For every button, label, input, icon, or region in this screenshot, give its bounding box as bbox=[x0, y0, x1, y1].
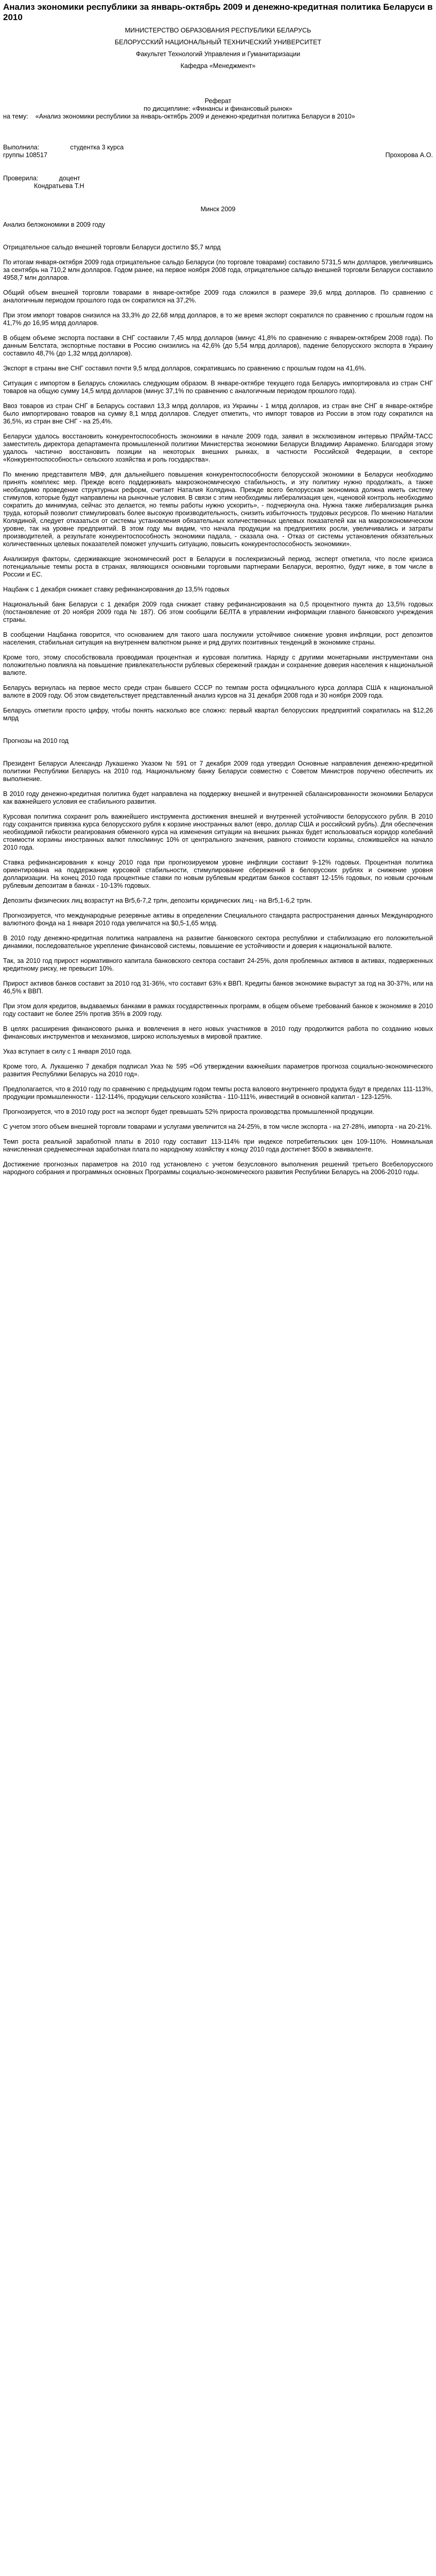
report-topic bbox=[3, 113, 433, 121]
checker-line bbox=[3, 175, 433, 182]
paragraph: Беларуси удалось восстановить конкурентоспособность экономики в начале 2009 года, заявил в эксклюзивном интервью ПРАЙМ-ТАСС заместитель директора департамента промышленной политики Министерства экономики Беларуси Владимир Авраменко. Благодаря этому удалось частично восстановить позиции на некоторых внешних рынках, в частности Российской Федерации, в секторе «Конкурентоспособность» сельского хозяйства и роль государства». bbox=[3, 433, 433, 463]
paragraph: Ситуация с импортом в Беларусь сложилась следующим образом. В январе-октябре текущего года Беларусь импортировала из стран СНГ товаров на общую сумму 14,5 млрд долларов (минус 37,1% по сравнению с аналогичным периодом прошлого года). bbox=[3, 380, 433, 395]
paragraph: По мнению представителя МВФ, для дальнейшего повышения конкурентоспособности белорусской экономики в Беларуси необходимо принять комплекс мер. Прежде всего поддерживать макроэкономическую стабильность, и эту политику нужно продолжать, а также необходимо проведение структурных реформ, считает Наталия Колядина. Прежде всего белорусская экономика должна иметь систему стимулов, которые будут направлены на рыночные условия. В связи с этим необходимы либерализация цен, «ценовой контроль необходимо сократить до минимума, сейчас это делается, но темпы работы нужно ускорить», - подчеркнула она. Нужна также либерализация рынка труда, который позволит стимулировать более высокую производительность, снизить избыточность трудовых ресурсов. По мнению Наталии Колядиной, следует отказаться от системы установления обязательных количественных целевых показателей как на макроэкономическом уровне, так на уровне предприятий. В этом году мы видим, что начала продукции на предприятиях росли, увеличивались и затраты производителей, а результате конкурентоспособность экономики падала, - сказала она. - Отказ от системы установления обязательных количественных целевых показателей поможет улучшить ситуацию, повысить конкурентоспособность экономики». bbox=[3, 471, 433, 548]
checker-name-line bbox=[3, 182, 433, 190]
department-line: Кафедра «Менеджмент» bbox=[180, 62, 256, 70]
section1-title: Анализ белэкономики в 2009 году bbox=[3, 221, 106, 228]
section1-subtitle: Отрицательное сальдо внешней торговли Беларуси достигло $5,7 млрд bbox=[3, 244, 221, 251]
checker-title: доцент bbox=[59, 175, 80, 182]
paragraph: Так, за 2010 год прирост нормативного капитала банковского сектора составит 24-25%, доля проблемных активов в активах, подверженных кредитному риску, не превысит 10%. bbox=[3, 957, 433, 972]
section2-body bbox=[3, 760, 433, 1176]
paragraph: В общем объеме экспорта поставки в СНГ составили 7,45 млрд долларов (минус 41,8% по сравнению с январем-октябрем 2008 года). По данным Белстата, экспортные поставки в Россию снизились на 42,6% (до 5,54 млрд долларов), падение белорусского экспорта в Украину составило 48,7% (до 1,32 млрд долларов). bbox=[3, 334, 433, 357]
paragraph: Нацбанк с 1 декабря снижает ставку рефинансирования до 13,5% годовых bbox=[3, 586, 230, 593]
performer-group: группы 108517 bbox=[3, 151, 47, 159]
paragraph: Курсовая политика сохранит роль важнейшего инструмента достижения внешней и внутренней устойчивости белорусского рубля. В 2010 году сохранится привязка курса белорусского рубля к корзине иностранных валют (евро, доллар США и российский рубль). Для обеспечения необходимой гибкости реагирования обменного курса на изменения ситуации на внешних рынках будет использоваться коридор колебаний стоимости корзины иностранных валют плюс/минус 10% от центрального значения, равного стоимости корзины, сложившейся на начало 2010 года. bbox=[3, 813, 433, 851]
checker-label: Проверила: bbox=[3, 175, 39, 182]
section2-title: Прогнозы на 2010 год bbox=[3, 737, 69, 744]
performer-name: Прохорова А.О. bbox=[385, 151, 433, 159]
section1-body bbox=[3, 259, 433, 722]
paragraph: По итогам января-октября 2009 года отрицательное сальдо Беларуси (по торговле товарами) составило 5731,5 млн долларов, увеличившись за сентябрь на 710,2 млн долларов. Годом ранее, на первое ноября 2008 года, отрицательное сальдо внешней торговли Беларуси составило 4958,7 млн долларов. bbox=[3, 259, 433, 281]
topic-prefix: на тему: bbox=[3, 113, 28, 120]
topic-text: «Анализ экономики республики за январь-октябрь 2009 и денежно-кредитная политика Беларуси в 2010» bbox=[35, 113, 355, 120]
paragraph: Прирост активов банков составит за 2010 год 31-36%, что составит 63% к ВВП. Кредиты банков экономике вырастут за год на 30-37%, или на 46,5% к ВВП. bbox=[3, 980, 433, 995]
faculty-line: Факультет Технологий Управления и Гуманитаризации bbox=[135, 50, 301, 58]
paragraph: Предполагается, что в 2010 году по сравнению с предыдущим годом темпы роста валового внутреннего продукта будут в пределах 111-113%, продукции промышленности - 112-114%, продукции сельского хозяйства - 110-111%, инвестиций в основной капитал - 123-125%. bbox=[3, 1086, 433, 1100]
performer-status: студентка 3 курса bbox=[70, 144, 124, 151]
paragraph: Кроме того, этому способствовала проводимая процентная и курсовая политика. Наряду с другими монетарными инструментами она положительно повлияла на повышение привлекательности рублевых сбережений граждан и сохранение доверия населения к национальной валюте. bbox=[3, 654, 433, 676]
paragraph: С учетом этого объем внешней торговли товарами и услугами увеличится на 24-25%, в том числе экспорта - на 27-28%, импорта - на 20-21%. bbox=[3, 1123, 432, 1130]
paragraph: Депозиты физических лиц возрастут на Br5,6-7,2 трлн, депозиты юридических лиц - на Br5,1-6,2 трлн. bbox=[3, 897, 312, 904]
university-line: БЕЛОРУССКИЙ НАЦИОНАЛЬНЫЙ ТЕХНИЧЕСКИЙ УНИВЕРСИТЕТ bbox=[114, 39, 322, 46]
checker-name: Кондратьева Т.Н bbox=[34, 182, 84, 190]
paragraph: Прогнозируется, что в 2010 году рост на экспорт будет превышать 52% прироста производства промышленной продукции. bbox=[3, 1108, 374, 1115]
place-year: Минск 2009 bbox=[200, 206, 236, 213]
performer-group-line bbox=[3, 151, 433, 159]
paragraph: Ставка рефинансирования к концу 2010 года при прогнозируемом уровне инфляции составит 9-12% годовых. Процентная политика ориентирована на поддержание курсовой стабильности, стимулирование сбережений в белорусских рублях и снижение уровня долларизации. На конец 2010 года процентные ставки по новым рублевым кредитам банков составят 12-15% годовых, по новым срочным рублевым депозитам в банках - 10-13% годовых. bbox=[3, 859, 433, 889]
paragraph: Указ вступает в силу с 1 января 2010 года. bbox=[3, 1048, 132, 1055]
paragraph: В 2010 году денежно-кредитная политика будет направлена на поддержку внешней и внутренней сбалансированности экономики Беларуси как важнейшего условия ее стабильного развития. bbox=[3, 790, 433, 805]
paragraph: При этом импорт товаров снизился на 33,3% до 22,68 млрд долларов, в то же время экспорт сократился по сравнению с прошлым годом на 41,7% до 16,95 млрд долларов. bbox=[3, 312, 433, 327]
paragraph: Общий объем внешней торговли товарами в январе-октябре 2009 года сложился в размере 39,6 млрд долларов. По сравнению с аналогичным периодом прошлого года он сократился на 37,2%. bbox=[3, 289, 433, 304]
paragraph: Беларусь отметили просто цифру, чтобы понять насколько все сложно: первый квартал белорусских предприятий сократилась на $12,26 млрд bbox=[3, 707, 433, 722]
paragraph: Темп роста реальной заработной платы в 2010 году составит 113-114% при индексе потребительских цен 109-110%. Номинальная начисленная среднемесячная заработная плата по народному хозяйству к концу 2010 года достигнет $500 в эквиваленте. bbox=[3, 1138, 433, 1153]
performer-line bbox=[3, 144, 433, 151]
document-title: Анализ экономики республики за январь-октябрь 2009 и денежно-кредитная политика Беларуси в 2010 bbox=[3, 2, 433, 22]
paragraph: В сообщении Нацбанка говорится, что основанием для такого шага послужили устойчивое снижение уровня инфляции, рост депозитов населения, стабильная ситуация на внутреннем валютном рынке и ряд других позитивных тенденций в экономике страны. bbox=[3, 631, 433, 646]
report-discipline: по дисциплине: «Финансы и финансовый рынок» bbox=[144, 105, 292, 112]
performer-label: Выполнила: bbox=[3, 144, 40, 151]
paragraph: При этом доля кредитов, выдаваемых банками в рамках государственных программ, в общем объеме требований банков к экономике в 2010 году составит не более 25% против 35% в 2009 году. bbox=[3, 1003, 433, 1018]
paragraph: Национальный банк Беларуси с 1 декабря 2009 года снижает ставку рефинансирования на 0,5 процентного пункта до 13,5% годовых (постановление от 20 ноября 2009 года № 187). Об этом сообщили БЕЛТА в управлении информации главного банковского учреждения страны. bbox=[3, 601, 433, 623]
paragraph: Беларусь вернулась на первое место среди стран бывшего СССР по темпам роста официального курса доллара США к национальной валюте в 2009 году. Об этом свидетельствует представленный анализ курсов на 31 декабря 2008 года и 30 ноября 2009 года. bbox=[3, 684, 433, 699]
ministry-line: МИНИСТЕРСТВО ОБРАЗОВАНИЯ РЕСПУБЛИКИ БЕЛАРУСЬ bbox=[125, 27, 311, 34]
paragraph: Достижение прогнозных параметров на 2010 год установлено с учетом безусловного выполнения решений третьего Всебелорусского народного собрания и программных основных Программы социально-экономического развития Республики Беларусь на 2006-2010 годы. bbox=[3, 1161, 433, 1176]
paragraph: Президент Беларуси Александр Лукашенко Указом № 591 от 7 декабря 2009 года утвердил Основные направления денежно-кредитной политики Республики Беларусь на 2010 год. Национальному банку Беларуси совместно с Советом Министров поручено обеспечить их выполнение. bbox=[3, 760, 433, 783]
paragraph: Ввоз товаров из стран СНГ в Беларусь составил 13,3 млрд долларов, из Украины - 1 млрд долларов, из стран вне СНГ в январе-октябре было импортировано товаров на сумму 8,1 млрд долларов. Следует отметить, что импорт товаров из России в этом году сократился на 36,5%, из стран вне СНГ - на 25,4%. bbox=[3, 402, 433, 425]
institution-header bbox=[3, 27, 433, 70]
paragraph: Кроме того, А. Лукашенко 7 декабря подписал Указ № 595 «Об утверждении важнейших параметров прогноза социально-экономического развития Республики Беларусь на 2010 год». bbox=[3, 1063, 433, 1078]
document-page bbox=[0, 0, 436, 1189]
paragraph: В целях расширения финансового рынка и вовлечения в него новых участников в 2010 году продолжится работа по созданию новых финансовых инструментов и механизмов, широко используемых в мировой практике. bbox=[3, 1025, 433, 1040]
paragraph: Прогнозируется, что международные резервные активы в определении Специального стандарта распространения данных Международного валютного фонда на 1 января 2010 года увеличатся на $0,5-1,65 млрд. bbox=[3, 912, 433, 927]
paragraph: Экспорт в страны вне СНГ составил почти 9,5 млрд долларов, сократившись по сравнению с прошлым годом на 41,6%. bbox=[3, 365, 367, 372]
report-block bbox=[3, 97, 433, 121]
paragraph: В 2010 году денежно-кредитная политика направлена на развитие банковского сектора республики и стабилизацию его положительной динамики, последовательное укрепление финансовой системы, повышение ее устойчивости и доверия к национальной валюте. bbox=[3, 935, 433, 950]
performer-block bbox=[3, 144, 433, 159]
paragraph: Анализируя факторы, сдерживающие экономический рост в Беларуси в послекризисный период, эксперт отметила, что после кризиса потенциальные темпы роста в странах, являющихся основными торговыми партнерами Беларуси, вероятно, будут ниже, в том числе в России и ЕС. bbox=[3, 555, 433, 578]
checker-block bbox=[3, 175, 433, 190]
report-label: Реферат bbox=[204, 97, 232, 105]
